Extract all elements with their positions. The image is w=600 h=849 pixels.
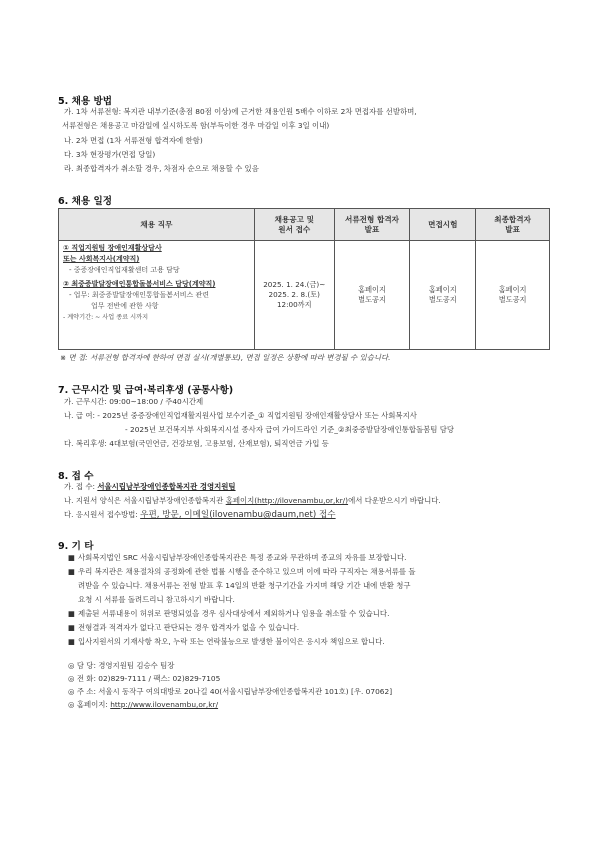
apply-methods: 우편, 방문, 이메일(ilovenambu@daum,net) 접수 (140, 510, 336, 520)
note-item-1 (68, 552, 550, 563)
header-final-text: 최종합격자 발표 (494, 214, 531, 234)
contact-manager (68, 660, 174, 671)
note-item-5 (68, 636, 550, 647)
bullet-icon: ■ (68, 637, 75, 646)
contact-address (68, 686, 392, 697)
note-item-2-cont-1: 려받을 수 있습니다. 채용서류는 전형 발표 후 14일의 반환 청구기간을 가지며 해당 기간 내에 반환 청구 (78, 581, 411, 590)
posting-period-cell (254, 241, 334, 350)
job-1-title (63, 243, 250, 254)
bullet-icon: ■ (68, 553, 75, 562)
salary-line-2: - 2025년 보건복지부 사회복지시설 종사자 급여 가이드라인 기준_②최중증발달장애인통합돌봄팀 담당 (125, 425, 455, 434)
final-line-1: 홈페이지 (498, 285, 527, 294)
work-hours: 가. 근무시간: 09:00~18:00 / 주40시간제 (64, 397, 204, 406)
final-result-cell (476, 241, 550, 350)
note-item-4 (68, 622, 550, 633)
apply-place-prefix: 가. 접 수: (64, 482, 98, 491)
note-item-2-cont-2: 요청 시 서류를 돌려드리니 참고하시기 바랍니다. (78, 595, 235, 604)
bullet-icon: ■ (68, 609, 75, 618)
contract-period: - 계약기간: ~ 사업 종료 시까지 (63, 314, 149, 321)
final-line-2: 별도공지 (498, 295, 527, 304)
doc-result-line-2: 별도공지 (358, 295, 386, 304)
sec5-item-1: 가. 1차 서류전형: 복지관 내부기준(총점 80점 이상)에 근거한 채용인원 5배수 이하로 2차 면접자를 선발하며, (64, 107, 417, 116)
header-interview: 면접시험 (410, 209, 476, 241)
form-download-suffix: 에서 다운받으시기 바랍니다. (348, 496, 441, 505)
job-1-title-text: ① 직업지원팀 장애인재활상담사 (63, 244, 162, 252)
apply-method-prefix: 다. 응시원서 접수방법: (64, 510, 141, 519)
contact-homepage-link[interactable]: http://www.ilovenambu,or,kr/ (110, 700, 219, 709)
circle-mark-icon: ◎ (68, 687, 75, 696)
header-job: 채용 직무 (59, 209, 255, 241)
job-2-duty-cont: 업무 전반에 관한 사항 (91, 302, 159, 310)
interview-note: ※ 면 접: 서류전형 합격자에 한하여 면접 실시(개별통보), 면접 일정은 상황에 따라 변경될 수 있습니다. (60, 353, 391, 362)
circle-mark-icon: ◎ (68, 700, 75, 709)
sec5-item-3: 다. 3차 현장평가(면접 당일) (64, 150, 156, 159)
apply-method-line (64, 510, 336, 520)
interview-line-1: 홈페이지 (428, 285, 457, 294)
note-item-2-text: 우리 복지관은 채용절차의 공정화에 관한 법률 시행을 준수하고 있으며 이에 따라 구직자는 채용서류를 돌 (78, 567, 416, 576)
job-1-subtitle: 또는 사회복지사(계약직) (63, 255, 140, 263)
note-item-5-text: 입사지원서의 기재사항 착오, 누락 또는 연락불능으로 발생한 불이익은 응시자 책임으로 합니다. (78, 637, 385, 646)
apply-place: 서울시립남부장애인종합복지관 경영지원팀 (97, 482, 236, 491)
section-7-title: 7. 근무시간 및 급여·복리후생 (공통사항) (58, 385, 234, 396)
sec5-item-4: 라. 최종합격자가 취소할 경우, 차점자 순으로 채용할 수 있음 (64, 164, 259, 173)
section-8-title: 8. 접 수 (58, 471, 94, 482)
section-9-title: 9. 기 타 (58, 541, 94, 552)
circle-mark-icon: ◎ (68, 674, 75, 683)
posting-end: 2025. 2. 8.(토) (268, 290, 320, 299)
header-posting-text: 채용공고 및 원서 접수 (274, 214, 314, 234)
form-download-line (64, 496, 441, 506)
job-2-duty: - 업무: 최중증발달장애인통합돌봄서비스 관련 (69, 291, 210, 299)
contact-homepage-label: 홈페이지: (76, 700, 111, 709)
bullet-icon: ■ (68, 567, 75, 576)
posting-deadline: 12:00까지 (276, 300, 312, 309)
salary-line-1: 나. 급 여: - 2025년 중증장애인직업재활지원사업 보수기준_① 직업지원팀 장애인재활상담사 또는 사회복지사 (64, 411, 417, 420)
posting-start: 2025. 1. 24.(금)~ (263, 280, 326, 289)
note-item-3 (68, 608, 550, 619)
contact-phone-text: 전 화: 02)829-7111 / 팩스: 02)829-7105 (76, 674, 221, 683)
job-cell (59, 241, 255, 350)
bullet-icon: ■ (68, 623, 75, 632)
homepage-link[interactable]: 홈페이지(http://ilovenambu,or,kr/) (225, 496, 349, 505)
note-item-3-text: 제출된 서류내용이 허위로 판명되었을 경우 심사대상에서 제외하거나 임용을 취소할 수 있습니다. (78, 609, 390, 618)
note-item-2 (68, 566, 550, 577)
contact-address-text: 주 소: 서울시 동작구 여의대방로 20나길 40(서울시립남부장애인종합복지관 101호) [우. 07062] (76, 687, 393, 696)
interview-line-2: 별도공지 (428, 295, 457, 304)
doc-result-cell (334, 241, 410, 350)
schedule-header-row (59, 209, 550, 241)
contact-phone (68, 673, 220, 684)
contact-manager-text: 담 당: 경영지원팀 김승수 팀장 (76, 661, 175, 670)
note-item-4-text: 전형결과 적격자가 없다고 판단되는 경우 합격자가 없을 수 있습니다. (78, 623, 300, 632)
form-download-prefix: 나. 지원서 양식은 서울시립남부장애인종합복지관 (64, 496, 226, 505)
header-final (476, 209, 550, 241)
sec5-item-2: 나. 2차 면접 (1차 서류전형 합격자에 한함) (64, 136, 203, 145)
header-doc-result (334, 209, 410, 241)
circle-mark-icon: ◎ (68, 661, 75, 670)
job-1-duty: - 중증장애인직업재활센터 고용 담당 (69, 266, 180, 274)
section-6-title: 6. 채용 일정 (58, 196, 113, 207)
section-5-title: 5. 채용 방법 (58, 96, 113, 107)
note-item-1-text: 사회복지법인 SRC 서울시립남부장애인종합복지관은 특정 종교와 무관하며 종교의 자유를 보장합니다. (78, 553, 407, 562)
contact-homepage (68, 699, 218, 710)
schedule-row (59, 241, 550, 350)
interview-cell (410, 241, 476, 350)
schedule-table (58, 208, 550, 350)
header-doc-result-text: 서류전형 합격자 발표 (345, 214, 400, 234)
job-2-title: ② 최중증발달장애인통합돌봄서비스 담당(계약직) (63, 280, 216, 288)
benefits: 다. 복리후생: 4대보험(국민연금, 건강보험, 고용보험, 산재보험), 퇴직연금 가입 등 (64, 439, 329, 448)
sec5-item-1-cont: 서류전형은 채용공고 마감일에 실시하도록 함(부득이한 경우 마감일 이후 3일 이내) (62, 121, 330, 130)
doc-result-line-1: 홈페이지 (358, 285, 386, 294)
header-posting (254, 209, 334, 241)
apply-place-line (64, 482, 236, 492)
